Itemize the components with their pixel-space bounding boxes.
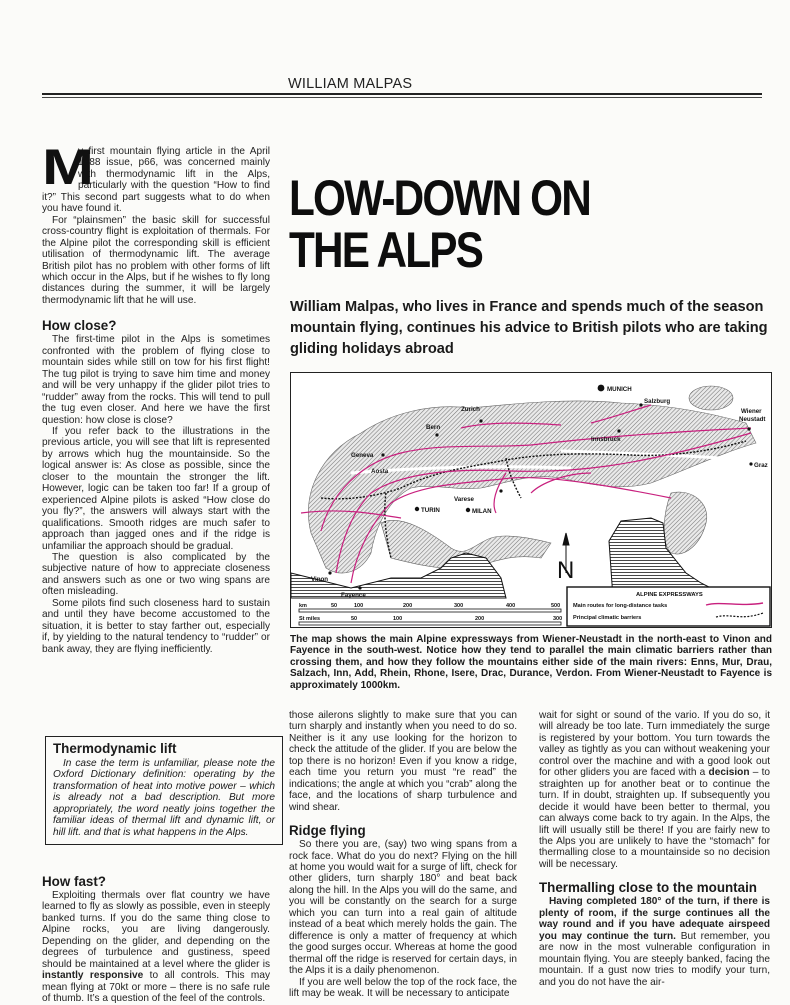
paragraph: The question is also complicated by the subjective nature of how to appreciate closeness and answers such as one or two wing spans are often misleading. [42, 551, 270, 598]
standfirst: William Malpas, who lives in France and spends much of the season mountain flying, continues his advice to British pilots who are taking gliding holidays abroad [290, 299, 768, 357]
paragraph: wait for sight or sound of the vario. If you do so, it will already be too late. Turn immediately the surge is registered by your bottom. You turn towards the valley as tightly as you can without weakening your control over the machine and with a good look out for other gliders you are faced with a decision – to straighten up for another beat or to continue the turn. If in doubt, straighten up. If subsequently you decide it would have been better to thermal, you can always come back to try again. In the Alps, the lift will usually still be there! If you are fairly new to the Alps you are unlikely to have the “stomach” for thermalling close to a mountainside so no decision will be necessary. [539, 710, 771, 870]
header-rule [42, 93, 762, 95]
svg-text:km: km [299, 603, 307, 609]
city-label-munich: MUNICH [607, 386, 632, 393]
svg-text:St miles: St miles [299, 616, 321, 622]
city-label-vinon: Vinon [311, 576, 329, 583]
north-arrow-icon [557, 533, 574, 584]
section-heading-how-close: How close? [42, 318, 117, 334]
paragraph: Exploiting thermals over flat country we have learned to fly as slowly as possible, even in steeply banked turns. If you do the same thing close to Alpine rocks, you are living dangerously. Depending on the glider, and depending on the degrees of turbulence and gustiness, speed should be maintained at a level where the glider is instantly responsive to all controls. This may mean flying at 70kt or more – there is no safe rule of thumb. It’s a question of the feel of the controls. [42, 890, 270, 1005]
svg-text:200: 200 [475, 616, 485, 622]
city-label-varese: Varese [454, 496, 474, 503]
svg-text:50: 50 [351, 616, 358, 622]
column-3 [539, 710, 770, 988]
city-label-bern: Bern [426, 424, 441, 431]
city-label-innsbruck: Innsbruck [591, 436, 621, 443]
section-heading-thermalling: Thermalling close to the mountain [539, 880, 757, 896]
paragraph: Some pilots find such closeness hard to sustain and until they have become accustomed to the situation, it is better to stay farther out, especially if, by yielding to the natural tendency to “rudder” or bank away, they are flying inefficiently. [42, 597, 270, 655]
city-label-milan: MILAN [472, 508, 492, 515]
sidebar-text: In case the term is unfamiliar, please note the Oxford Dictionary definition: operating by the transformation of heat into motive power – which is already not a bad description. But more appropriately, the word neatly joins together the familiar ideas of thermal lift and dynamic lift, or hill lift. and that is what happens in the Alps. [53, 758, 275, 838]
column-2 [289, 710, 517, 999]
scale-bar [299, 603, 562, 625]
svg-text:100: 100 [393, 616, 403, 622]
svg-text:50: 50 [331, 603, 338, 609]
sidebar-box-thermodynamic-lift [45, 736, 283, 845]
svg-text:N: N [557, 557, 575, 584]
svg-text:ALPINE EXPRESSWAYS: ALPINE EXPRESSWAYS [636, 592, 703, 598]
dinaric-lobe [664, 492, 707, 554]
city-label-wiener: Wiener [741, 408, 762, 415]
header-rule-thin [42, 97, 762, 98]
city-label-geneva: Geneva [351, 452, 374, 459]
city-label-zurich: Zurich [461, 406, 480, 413]
sidebar-heading: Thermodynamic lift [53, 741, 177, 756]
svg-text:300: 300 [454, 603, 464, 609]
section-heading-ridge-flying: Ridge flying [289, 823, 366, 839]
section-heading-how-fast: How fast? [42, 874, 106, 889]
paragraph: If you refer back to the illustrations in the previous article, you will see that lift is represented by arrows which hug the mountainside. So the logical answer is: As close as possible, since the closer to the mountain the stronger the lift. However, logic can be taken too far! If a group of experienced Alpine pilots is asked “How close do you fly?”, the answers will always start with the qualifications. Smooth ridges are much safer to approach than jagged ones and if the ridge is unfamiliar the approach should be gradual. [42, 425, 270, 552]
map-caption: The map shows the main Alpine expressways from Wiener-Neustadt in the north-east to Vinon and Fayence in the south-west. Notice how they tend to parallel the main climatic barriers rather than crossing them, and how they follow the mountains either side of the main rivers: Enns, Mur, Drau, Salzach, Inn, Add, Rhein, Rhone, Isere, Drac, Durance, Verdon. From Wiener-Neustadt to Fayence is approximately 1000km. [290, 634, 772, 691]
intro-paragraph-2: For “plainsmen” the basic skill for successful cross-country flight is exploitation of thermals. For the Alpine pilot the corresponding skill is efficient utilisation of thermodynamic lift. The average British pilot has no problem with other forms of lift which occur in the Alps, but if he wishes to fly long distances during the summer, it will be largely thermodynamic lift that he will use. [42, 214, 270, 306]
svg-text:500: 500 [551, 603, 561, 609]
running-head: WILLIAM MALPAS [288, 76, 413, 92]
svg-text:Principal climatic barriers: Principal climatic barriers [573, 615, 642, 621]
intro-paragraph: M y first mountain flying article in the April 1988 issue, p66, was concerned mainly with thermodynamic lift in the Alps, particularly with the question “How to find it?” This second part suggests what to do when you have found it. [42, 139, 270, 215]
paragraph: Having completed 180° of the turn, if there is plenty of room, if the surge continues all the way round and if you have adequate airspeed you may continue the turn. But remember, you are now in the most vulnerable configuration in mountain flying. You are steeply banked, facing the mountain. If a gust now tries to modify your turn, and you do not have the air- [539, 896, 770, 988]
city-label-salzburg: Salzburg [644, 398, 671, 405]
svg-text:400: 400 [506, 603, 516, 609]
drop-cap: M [42, 139, 95, 195]
paragraph: So there you are, (say) two wing spans from a rock face. What do you do next? Flying on the hill at home you would wait for a surge of lift, check for other gliders, turn sharply 180° and beat back along the hill. In the Alps you will do the same, and you will be constantly on the search for a surge which you can turn into a real gain of altitude instead of a beat which merely holds the gain. The difference is only a matter of frequency at which the good surges occur. Whereas at home the good thermal off the ridge is reserved for certain days, in the Alps it is a daily phenomenon. [289, 839, 517, 977]
headline: LOW-DOWN ON THE ALPS [289, 169, 590, 278]
column-1 [42, 139, 270, 655]
city-label-neustadt: Neustadt [739, 416, 766, 423]
column-1-lower [42, 874, 270, 1005]
svg-text:200: 200 [403, 603, 413, 609]
svg-text:Main routes for long-distance: Main routes for long-distance tasks [573, 603, 668, 609]
svg-text:100: 100 [354, 603, 364, 609]
city-label-aosta: Aosta [371, 468, 389, 475]
alps-map [290, 372, 772, 628]
city-label-fayence: Fayence [341, 592, 366, 599]
paragraph: those ailerons slightly to make sure that you can turn sharply and instantly when you need to do so. Neither is it any use looking for the horizon to check the attitude of the glider. If you are below the top there is no horizon! Even if you know a ridge, each time you return you must “re read” the indications; the angle at which you “crab” along the face, and the locations of sharp turbulence and wind shear. [289, 710, 517, 813]
paragraph: The first-time pilot in the Alps is sometimes confronted with the problem of flying close to mountain sides while still on tow for his first flight! The tug pilot is trying to save him time and money and will be very unhappy if the glider pilot tries to “rudder” away from the rocks. This will tend to pull the tug even closer. And here we have the first question: how close is close? [42, 334, 270, 426]
paragraph: If you are well below the top of the rock face, the lift may be weak. It will be necessary to anticipate [289, 976, 517, 999]
svg-text:300: 300 [553, 616, 563, 622]
city-label-graz: Graz [754, 462, 768, 469]
city-label-turin: TURIN [421, 507, 440, 514]
map-legend [567, 587, 770, 626]
